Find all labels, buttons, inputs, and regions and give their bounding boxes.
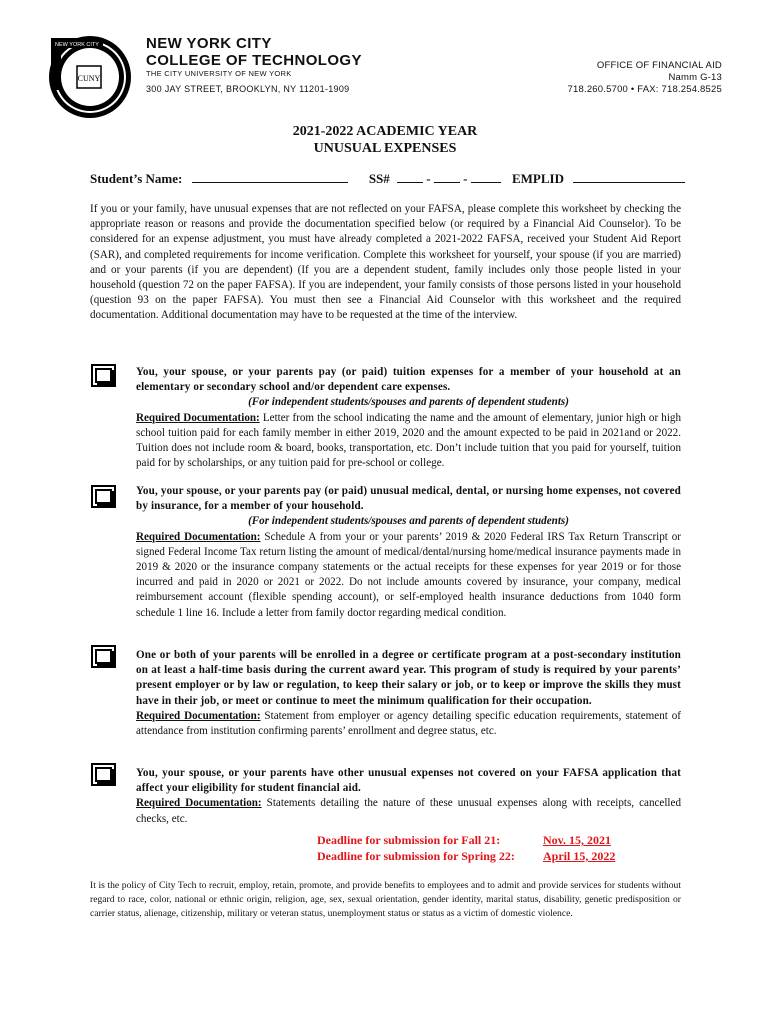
cuny-line: THE CITY UNIVERSITY OF NEW YORK [146, 69, 292, 78]
student-name-label: Student’s Name: [90, 171, 183, 186]
svg-text:NEW YORK CITY: NEW YORK CITY [55, 42, 99, 48]
student-name-field[interactable] [192, 171, 348, 183]
ssn-field-part2[interactable] [434, 171, 460, 183]
college-seal-logo [47, 34, 133, 120]
ssn-dash: - [463, 171, 468, 186]
required-doc-text: Statement from employer or agency detailing specific education requirements, statement of attendance from institution confirming parents’ enrollment and degree status, etc. [136, 709, 681, 738]
section-parent-education [136, 648, 681, 739]
section-requirements [136, 411, 681, 472]
spring-deadline-label: Deadline for submission for Spring 22: [317, 849, 515, 863]
section-tuition-expenses [136, 365, 681, 471]
office-name: OFFICE OF FINANCIAL AID [596, 60, 722, 71]
form-title-year: 2021-2022 ACADEMIC YEAR [292, 124, 478, 139]
college-name-line1: NEW YORK CITY [146, 35, 272, 52]
spring-deadline-date: April 15, 2022 [543, 849, 616, 863]
nondiscrimination-policy: It is the policy of City Tech to recruit, employ, retain, promote, and provide benefits to employees and to admit and provide services for students without regard to race, color, national or ethnic origin, religion, age, sex, sexual orientation, gender identity, marital status, disability, genetic predisposition or carrier status, alienage, citizenship, military or veteran status, unemployment status or status as a victim of domestic violence. [90, 880, 681, 920]
section-heading: You, your spouse, or your parents have other unusual expenses not covered on your FAFSA application that affect your eligibility for student financial aid. [136, 767, 681, 795]
required-doc-text: Schedule A from your or your parents’ 2019 & 2020 Federal IRS Tax Return Transcript or signed Federal Income Tax return listing the amount of medical/dental/nursing home/medical insurance payments made in 2019 & 2020 or the insurance company statements or the actual receipts for these expenses for year 2019 or for those incurred and paid in 2020 or 2021 or 2022. Do not include amounts covered by insurance, your company, medical reimbursement account (flexible spending account), or self-employed health insurance deductions from 1040 form schedule 1 line 16. Include a letter from family doctor regarding medical condition. [136, 530, 681, 619]
college-address: 300 JAY STREET, BROOKLYN, NY 11201-1909 [146, 84, 350, 94]
required-doc-label: Required Documentation: [136, 530, 261, 543]
office-phone: 718.260.5700 • FAX: 718.254.8525 [567, 84, 722, 95]
svg-text:CUNY: CUNY [77, 74, 101, 83]
ssn-field-part3[interactable] [471, 171, 501, 183]
required-doc-label: Required Documentation: [136, 709, 261, 722]
fall-deadline-date: Nov. 15, 2021 [543, 833, 612, 847]
section-medical-expenses [136, 484, 681, 621]
section-heading: You, your spouse, or your parents pay (or paid) unusual medical, dental, or nursing home expenses, not covered by insurance, for a member of your household. [136, 485, 681, 513]
section-requirements [136, 796, 681, 826]
required-doc-label: Required Documentation: [136, 411, 260, 424]
form-title: UNUSUAL EXPENSES [313, 141, 457, 156]
office-room: Namm G-13 [668, 72, 722, 83]
checkbox-tuition-expenses[interactable] [91, 364, 116, 387]
section-subheading: (For independent students/spouses and parents of dependent students) [248, 515, 569, 528]
section-requirements [136, 530, 681, 621]
ssn-label: SS# [368, 171, 390, 186]
student-fields-row [90, 171, 685, 187]
ssn-dash: - [426, 171, 434, 186]
section-other-expenses [136, 766, 681, 827]
intro-paragraph: If you or your family, have unusual expenses that are not reflected on your FAFSA, please complete this worksheet by checking the appropriate reason or reasons and provide the documentation specified below (or required by a Financial Aid Counselor). To be considered for an expense adjustment, you must have already completed a 2021-2022 FAFSA, received your Student Aid Report (SAR), and completed requirements for income verification. Complete this worksheet for yourself, your spouse (if you are married) and or your parents (if you are dependent) (If you are a dependent student, family includes only those people listed in your household (question 72 on the paper FAFSA). If you are independent, your family consists of those persons listed in your household (question 93 on the paper FAFSA). You must then see a Financial Aid Counselor with this worksheet and the required documentation. Additional documentation may have to be requested at the time of the interview. [90, 203, 681, 322]
section-heading: You, your spouse, or your parents pay (or paid) tuition expenses for a member of your household at an elementary or secondary school and/or dependent care expenses. [136, 366, 681, 394]
ssn-field-part1[interactable] [397, 171, 423, 183]
checkbox-medical-expenses[interactable] [91, 485, 116, 508]
checkbox-other-expenses[interactable] [91, 763, 116, 786]
college-name-line2: COLLEGE OF TECHNOLOGY [146, 52, 362, 69]
required-doc-text: Letter from the school indicating the name and the amount of elementary, junior high or high school tuition paid for each family member in either 2019, 2020 and the amount expected to be paid in 2021and or 2022. Tuition does not include room & board, books, transportation, etc. Don’t include tuition that you paid for yourself, tuition paid for by scholarships, or any tuition paid for pre-school or college. [136, 411, 681, 470]
office-info [568, 60, 722, 96]
emplid-label: EMPLID [511, 171, 564, 186]
required-doc-text: Statements detailing the nature of these unusual expenses along with receipts, cancelled checks, etc. [136, 797, 681, 825]
section-subheading: (For independent students/spouses and parents of dependent students) [248, 396, 569, 409]
emplid-field[interactable] [573, 171, 685, 183]
section-heading: One or both of your parents will be enrolled in a degree or certificate program at a post-secondary institution on at least a half-time basis during the current award year. This program of study is required by your parents’ present employer or by law or regulation, to keep their salary or job, or to keep or improve the skills they must have in their job, or meet or continue to meet the minimum qualification for their occupation. [136, 649, 681, 707]
fall-deadline-label: Deadline for submission for Fall 21: [317, 833, 501, 847]
checkbox-parent-education[interactable] [91, 645, 116, 668]
required-doc-label: Required Documentation: [136, 797, 262, 810]
section-requirements [136, 709, 681, 739]
